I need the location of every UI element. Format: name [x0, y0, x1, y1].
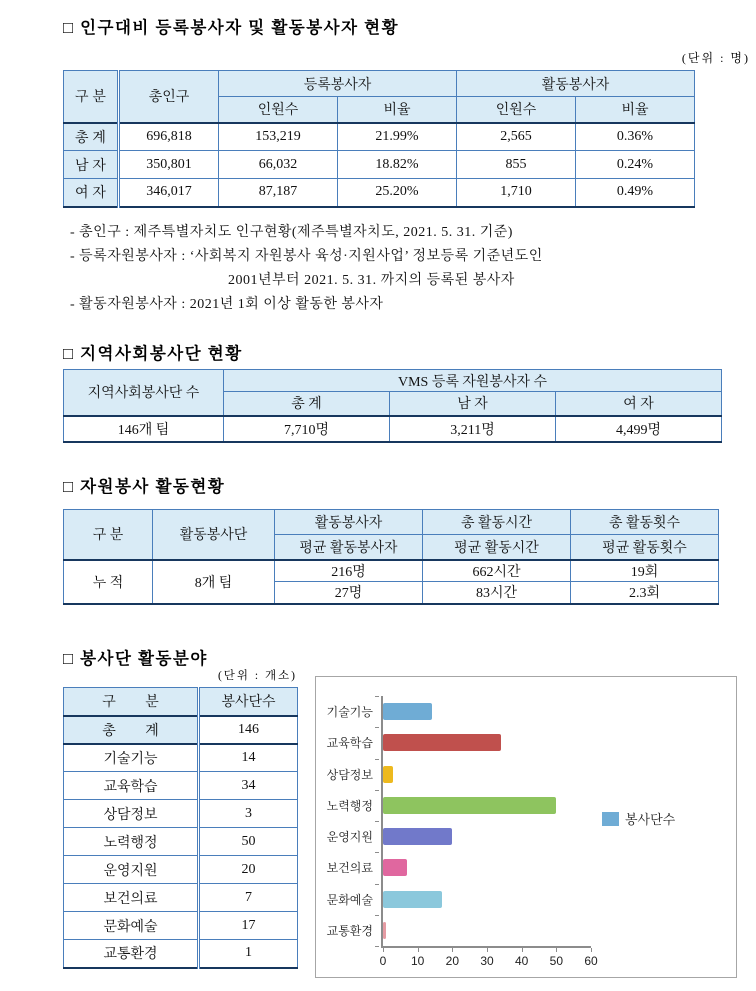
- row-label-male: 남 자: [64, 151, 119, 179]
- chart-category-label: 노력행정: [326, 798, 373, 813]
- table-cell: 19회: [571, 560, 719, 582]
- table-cell: 0.49%: [576, 179, 695, 207]
- y-axis-tick: [375, 727, 379, 728]
- table-cell: 696,818: [119, 123, 219, 151]
- x-axis-tick: [452, 948, 453, 952]
- table-cell: 14: [199, 744, 298, 772]
- col-header-group: 구 분: [64, 71, 119, 123]
- table-cell: 4,499명: [556, 416, 722, 442]
- x-axis-tick: [418, 948, 419, 952]
- table-cell: 66,032: [219, 151, 338, 179]
- chart-row: [326, 696, 591, 727]
- table-cell: 1: [199, 940, 298, 968]
- table-cell: 20: [199, 856, 298, 884]
- table-cell: 83시간: [423, 582, 571, 604]
- activity-field-table: [63, 687, 298, 969]
- table-row: [64, 940, 298, 968]
- chart-row: [326, 852, 591, 883]
- table-row: [64, 772, 298, 800]
- x-axis-tick: [522, 948, 523, 952]
- x-axis-tick-label: 30: [480, 954, 494, 968]
- activity-field-bar-chart: [315, 676, 737, 978]
- y-axis-tick: [375, 946, 379, 947]
- table-row: [64, 416, 722, 442]
- col-header-active-volunteers: 활동봉사자: [275, 510, 423, 535]
- chart-row: [326, 915, 591, 946]
- chart-category-label: 보건의료: [326, 861, 373, 876]
- table-cell: 2.3회: [571, 582, 719, 604]
- chart-row: [326, 821, 591, 852]
- col-header-registered: 등록봉사자: [219, 71, 457, 97]
- col-subheader-male: 남 자: [390, 392, 556, 416]
- table-cell: 146: [199, 716, 298, 744]
- row-label-total: 총 계: [64, 123, 119, 151]
- table-cell: 216명: [275, 560, 423, 582]
- footnote-line: - 활동자원봉사자 : 2021년 1회 이상 활동한 봉사자: [70, 297, 384, 312]
- table-cell: 7,710명: [224, 416, 390, 442]
- table-cell: 18.82%: [338, 151, 457, 179]
- section4-title: □ 봉사단 활동분야: [63, 649, 208, 668]
- chart-row: [326, 759, 591, 790]
- table-row: [64, 123, 695, 151]
- col-header-group: 구 분: [64, 510, 153, 560]
- col-header-total-times: 총 활동횟수: [571, 510, 719, 535]
- chart-plot: [326, 696, 598, 968]
- chart-row: [326, 790, 591, 821]
- col-header-team: 활동봉사단: [153, 510, 275, 560]
- chart-category-label: 운영지원: [326, 830, 373, 845]
- population-volunteer-table: [63, 70, 695, 208]
- table-row: [64, 560, 719, 582]
- col-header-total-hours: 총 활동시간: [423, 510, 571, 535]
- row-label-total: 총 계: [64, 716, 199, 744]
- x-axis-tick-label: 20: [445, 954, 460, 968]
- table-cell: 2,565: [457, 123, 576, 151]
- table-cell: 3,211명: [390, 416, 556, 442]
- y-axis-tick: [375, 821, 379, 822]
- footnote-line: - 등록자원봉사자 : ‘사회복지 자원봉사 육성·지원사업’ 정보등록 기준년도인: [70, 249, 543, 264]
- table-cell: 17: [199, 912, 298, 940]
- table-row: [64, 912, 298, 940]
- table-cell: 146개 팀: [64, 416, 224, 442]
- chart-row: [326, 727, 591, 758]
- col-header-active: 활동봉사자: [457, 71, 695, 97]
- table-row: [64, 800, 298, 828]
- col-header-team-count: 지역사회봉사단 수: [64, 370, 224, 416]
- table-cell: 662시간: [423, 560, 571, 582]
- col-subheader-avg-times: 평균 활동횟수: [571, 535, 719, 560]
- col-subheader-ratio: 비율: [576, 97, 695, 123]
- table-row: [64, 744, 298, 772]
- table-cell: 855: [457, 151, 576, 179]
- table-cell: 153,219: [219, 123, 338, 151]
- row-label: 보건의료: [64, 884, 199, 912]
- legend-label: 봉사단수: [625, 812, 676, 827]
- table-row: [64, 179, 695, 207]
- row-label-female: 여 자: [64, 179, 119, 207]
- x-axis-tick-label: 10: [410, 954, 425, 968]
- row-team-count: 8개 팀: [153, 560, 275, 604]
- row-label: 교통환경: [64, 940, 199, 968]
- chart-category-label: 기술기능: [326, 705, 373, 720]
- col-header-group: 구 분: [64, 688, 199, 716]
- x-axis-tick-label: 50: [549, 954, 564, 968]
- table-cell: 50: [199, 828, 298, 856]
- table-cell: 34: [199, 772, 298, 800]
- section2-title: □ 지역사회봉사단 현황: [63, 344, 243, 363]
- x-axis-tick: [556, 948, 557, 952]
- table-row: [64, 856, 298, 884]
- chart-bar: [383, 891, 442, 908]
- footnotes: [70, 221, 543, 317]
- chart-bar: [383, 828, 452, 845]
- legend-swatch: [602, 812, 619, 826]
- chart-bar: [383, 922, 386, 939]
- col-subheader-total: 총 계: [224, 392, 390, 416]
- y-axis-tick: [375, 852, 379, 853]
- y-axis-tick: [375, 696, 379, 697]
- table-row: [64, 828, 298, 856]
- row-label: 기술기능: [64, 744, 199, 772]
- col-header-team-count: 봉사단수: [199, 688, 298, 716]
- col-subheader-avg-volunteers: 평균 활동봉사자: [275, 535, 423, 560]
- x-axis-tick-label: 40: [514, 954, 529, 968]
- table-cell: 1,710: [457, 179, 576, 207]
- chart-row: [326, 884, 591, 915]
- row-label: 상담정보: [64, 800, 199, 828]
- col-header-vms: VMS 등록 자원봉사자 수: [224, 370, 722, 392]
- table-cell: 350,801: [119, 151, 219, 179]
- chart-bar: [383, 859, 407, 876]
- table-cell: 27명: [275, 582, 423, 604]
- x-axis-tick-label: 60: [584, 954, 598, 968]
- x-axis-tick-label: 0: [379, 954, 387, 968]
- chart-bar: [383, 703, 432, 720]
- chart-category-label: 상담정보: [326, 767, 373, 782]
- chart-bar: [383, 797, 556, 814]
- table-cell: 0.36%: [576, 123, 695, 151]
- row-label: 노력행정: [64, 828, 199, 856]
- col-subheader-female: 여 자: [556, 392, 722, 416]
- row-label: 문화예술: [64, 912, 199, 940]
- x-axis-tick: [487, 948, 488, 952]
- section3-title: □ 자원봉사 활동현황: [63, 477, 226, 496]
- activity-status-table: [63, 509, 719, 605]
- chart-category-label: 교통환경: [326, 923, 373, 938]
- table-cell: 346,017: [119, 179, 219, 207]
- table-cell: 3: [199, 800, 298, 828]
- community-team-table: [63, 369, 722, 443]
- table-cell: 21.99%: [338, 123, 457, 151]
- y-axis-tick: [375, 915, 379, 916]
- col-subheader-count: 인원수: [219, 97, 338, 123]
- col-header-population: 총인구: [119, 71, 219, 123]
- col-subheader-count: 인원수: [457, 97, 576, 123]
- x-axis-tick: [591, 948, 592, 952]
- y-axis-tick: [375, 790, 379, 791]
- y-axis-tick: [375, 884, 379, 885]
- x-axis-tick: [383, 948, 384, 952]
- table-row: [64, 716, 298, 744]
- chart-category-label: 문화예술: [326, 892, 373, 907]
- footnote-line: 2001년부터 2021. 5. 31. 까지의 등록된 봉사자: [228, 273, 515, 288]
- section1-unit-label: (단위 : 명): [681, 51, 750, 65]
- chart-category-label: 교육학습: [326, 736, 373, 751]
- chart-bar: [383, 734, 501, 751]
- table-cell: 87,187: [219, 179, 338, 207]
- table-row: [64, 884, 298, 912]
- col-subheader-avg-hours: 평균 활동시간: [423, 535, 571, 560]
- footnote-line: - 총인구 : 제주특별자치도 인구현황(제주특별자치도, 2021. 5. 31. 기준): [70, 225, 513, 240]
- table-cell: 25.20%: [338, 179, 457, 207]
- section4-unit-label: (단위 : 개소): [217, 670, 297, 682]
- table-cell: 7: [199, 884, 298, 912]
- row-label-cumulative: 누 적: [64, 560, 153, 604]
- table-row: [64, 151, 695, 179]
- col-subheader-ratio: 비율: [338, 97, 457, 123]
- table-cell: 0.24%: [576, 151, 695, 179]
- chart-bar: [383, 766, 393, 783]
- row-label: 운영지원: [64, 856, 199, 884]
- y-axis-tick: [375, 759, 379, 760]
- row-label: 교육학습: [64, 772, 199, 800]
- section1-title: □ 인구대비 등록봉사자 및 활동봉사자 현황: [63, 18, 400, 37]
